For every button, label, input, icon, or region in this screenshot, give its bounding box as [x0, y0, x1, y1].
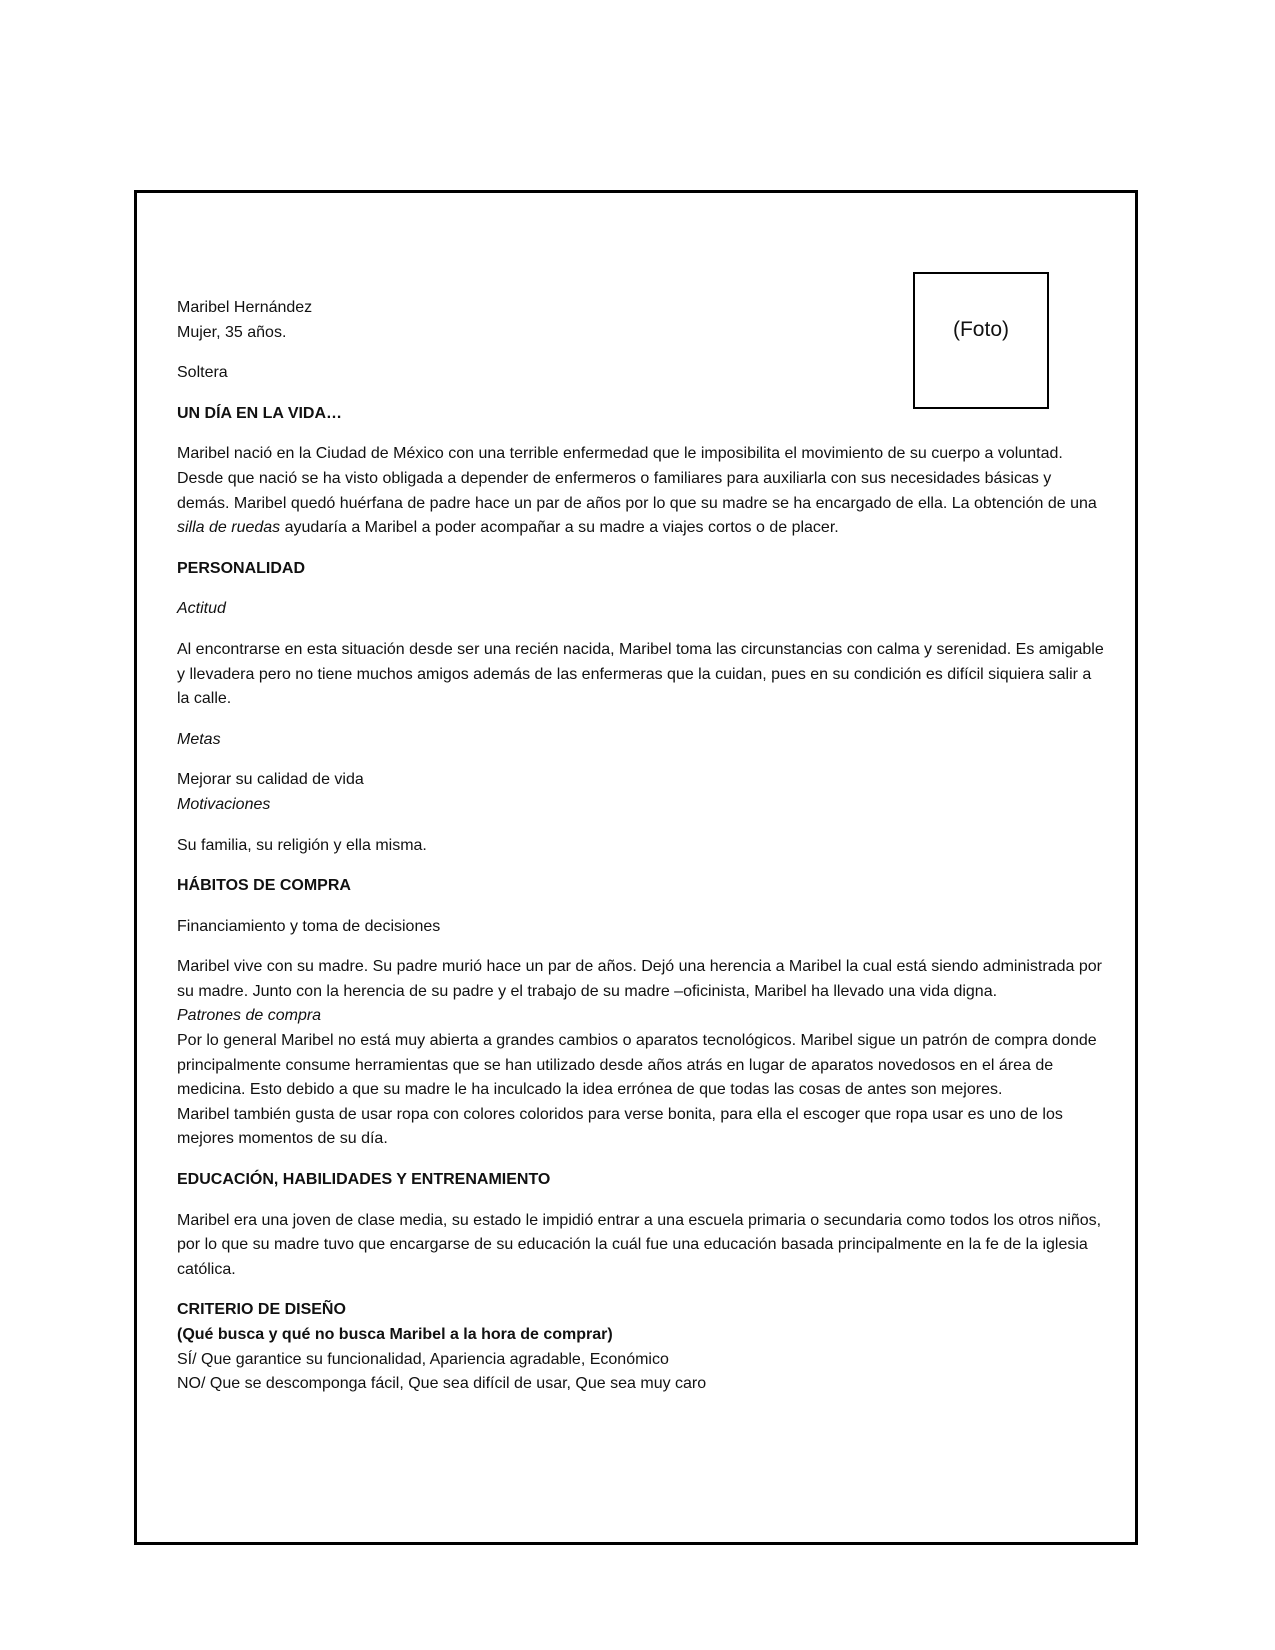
persona-gender-age: Mujer, 35 años. — [177, 323, 287, 341]
financing-label: Financiamiento y toma de decisiones — [177, 917, 441, 935]
motivations-label: Motivaciones — [177, 795, 271, 813]
photo-label: (Foto) — [952, 317, 1009, 341]
patterns-text-1: Por lo general Maribel no está muy abierta a grandes cambios o aparatos tecnológicos. Maribel sigue un patrón de compra donde principalmente consume herramientas que se han utilizado desde años atrás en lugar de aparatos novedosos en el área de medicina. Esto debido a que su madre le ha inculcado la idea errónea de que todas las cosas de antes son mejores. — [177, 1032, 1097, 1099]
section-heading-design-criteria: CRITERIO DE DISEÑO — [177, 1301, 346, 1319]
persona-civil-status: Soltera — [177, 364, 228, 382]
education-text: Maribel era una joven de clase media, su estado le impidió entrar a una escuela primaria o secundaria como todos los otros niños, por lo que su madre tuvo que encargarse de su educación la cuál fue una educación basada principalmente en la fe de la iglesia católica. — [177, 1211, 1102, 1278]
section-heading-buying-habits: HÁBITOS DE COMPRA — [177, 877, 351, 895]
day-in-life-text-after: ayudaría a Maribel a poder acompañar a su madre a viajes cortos o de placer. — [280, 519, 839, 537]
goals-label: Metas — [177, 730, 221, 748]
day-in-life-paragraph — [177, 442, 1107, 540]
section-heading-day-in-life: UN DÍA EN LA VIDA… — [177, 404, 343, 422]
persona-content — [177, 296, 1107, 1397]
design-criteria-subheading: (Qué busca y qué no busca Maribel a la hora de comprar) — [177, 1326, 613, 1343]
design-criteria-yes: SÍ/ Que garantice su funcionalidad, Apariencia agradable, Económico — [177, 1350, 669, 1368]
patterns-label: Patrones de compra — [177, 1007, 322, 1025]
section-heading-personality: PERSONALIDAD — [177, 559, 306, 577]
section-heading-education: EDUCACIÓN, HABILIDADES Y ENTRENAMIENTO — [177, 1171, 551, 1189]
day-in-life-text-before: Maribel nació en la Ciudad de México con una terrible enfermedad que le imposibilita el movimiento de su cuerpo a voluntad. Desde que nació se ha visto obligada a depender de enfermeros o familiares para auxiliarla con sus necesidades básicas y demás. Maribel quedó huérfana de padre hace un par de años por lo que su madre se ha encargado de ella. La obtención de una — [177, 445, 1097, 512]
motivations-text: Su familia, su religión y ella misma. — [177, 836, 427, 854]
goals-text: Mejorar su calidad de vida — [177, 771, 364, 789]
day-in-life-text-italic: silla de ruedas — [177, 519, 281, 537]
attitude-label: Actitud — [177, 600, 226, 618]
financing-text: Maribel vive con su madre. Su padre murió hace un par de años. Dejó una herencia a Maribel la cual está siendo administrada por su madre. Junto con la herencia de su padre y el trabajo de su madre –oficinista, Maribel ha llevado una vida digna. — [177, 958, 1102, 1000]
design-criteria-no: NO/ Que se descomponga fácil, Que sea difícil de usar, Que sea muy caro — [177, 1375, 707, 1393]
patterns-text-2: Maribel también gusta de usar ropa con colores coloridos para verse bonita, para ella el escoger que ropa usar es uno de los mejores momentos de su día. — [177, 1105, 1063, 1148]
persona-name: Maribel Hernández — [177, 299, 313, 316]
attitude-text: Al encontrarse en esta situación desde ser una recién nacida, Maribel toma las circunstancias con calma y serenidad. Es amigable y llevadera pero no tiene muchos amigos además de las enfermeras que la cuidan, pues en su condición es difícil siquiera salir a la calle. — [177, 640, 1104, 708]
